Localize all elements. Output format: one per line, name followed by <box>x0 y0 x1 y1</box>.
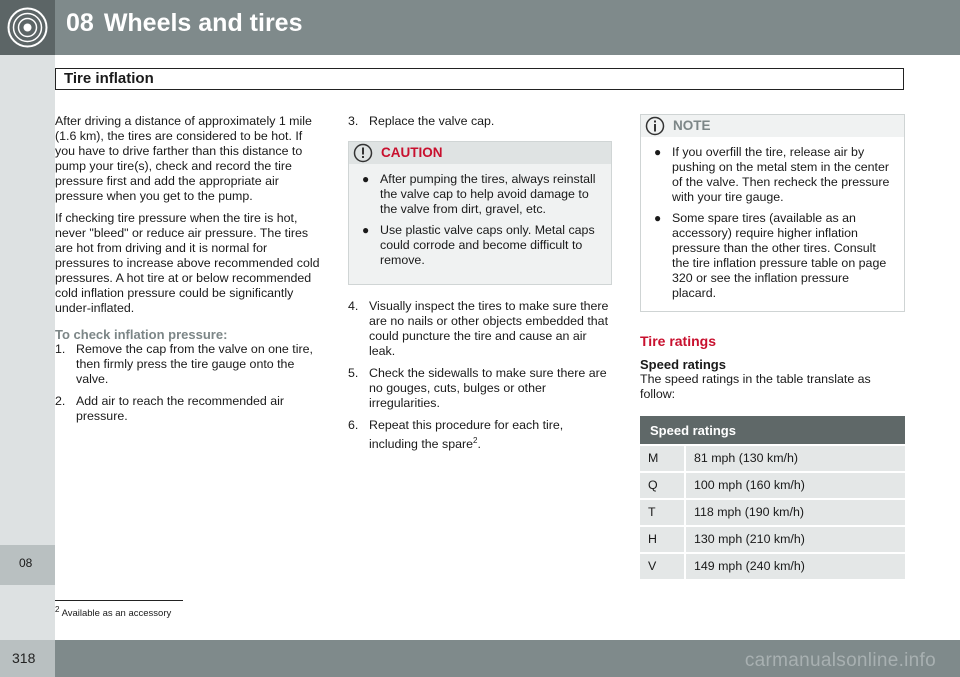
list-item <box>348 299 612 359</box>
steps-list <box>348 114 612 129</box>
speed-code: T <box>640 500 686 525</box>
table-row <box>640 446 905 471</box>
footnote-number: 2 <box>55 605 60 614</box>
footnote-divider <box>55 600 183 601</box>
speed-value: 118 mph (190 km/h) <box>686 500 905 525</box>
chapter-tab <box>0 545 55 585</box>
speed-code: H <box>640 527 686 552</box>
paragraph: If checking tire pressure when the tire is hot, never "bleed" or reduce air pressure. The tires are hot from driving and it is normal for pressures to increase above recommended cold pressures. A hot tire at or below recommended cold inflation pressure could be significantly under-inflated. <box>55 211 320 315</box>
speed-value: 81 mph (130 km/h) <box>686 446 905 471</box>
speed-ratings-heading: Speed ratings <box>640 357 726 372</box>
bullet-text: After pumping the tires, always reinstall the valve cap to help avoid damage to the valve from dirt, gravel, etc. <box>380 172 596 216</box>
list-item <box>348 366 612 411</box>
chapter-name: Wheels and tires <box>103 9 303 37</box>
steps-list <box>55 342 320 424</box>
note-list <box>641 137 904 311</box>
section-title: Tire inflation <box>64 70 154 87</box>
step-number: 4. <box>348 299 359 313</box>
step-text: Repeat this procedure for each tire, including the spare <box>369 418 564 452</box>
page-number-box <box>0 640 55 677</box>
steps-list <box>348 299 612 452</box>
caution-header <box>349 142 611 164</box>
list-item: ● If you overfill the tire, release air by pushing on the metal stem in the center of the valve. Then recheck the pressure with your tire gauge. <box>654 145 890 204</box>
table-row <box>640 500 905 525</box>
step-text-end: . <box>477 437 481 452</box>
chapter-number: 08 <box>66 9 94 37</box>
step-number: 1. <box>55 342 66 356</box>
table-row <box>640 473 905 498</box>
table-row <box>640 527 905 552</box>
step-number: 3. <box>348 114 359 128</box>
table-header: Speed ratings <box>640 416 905 444</box>
note-header <box>641 115 904 137</box>
tire-ratings-heading: Tire ratings <box>640 333 716 349</box>
page-number: 318 <box>12 650 36 666</box>
bullet-text: Some spare tires (available as an accessory) require higher inflation pressure than the other tires. Consult the tire inflation pressure table on page 320 or see the inflation pressure placard. <box>672 211 887 300</box>
column-2 <box>348 114 612 459</box>
speed-ratings-table <box>640 414 905 581</box>
list-item <box>348 114 612 129</box>
speed-code: V <box>640 554 686 579</box>
warning-icon <box>353 143 373 167</box>
caution-title: CAUTION <box>381 145 443 160</box>
speed-intro: The speed ratings in the table translate as follow: <box>640 372 871 401</box>
note-title: NOTE <box>673 118 711 133</box>
list-item <box>348 418 612 452</box>
column-3 <box>640 114 905 581</box>
caution-box <box>348 141 612 285</box>
chapter-title <box>66 9 302 38</box>
section-title-box <box>55 68 904 90</box>
step-number: 6. <box>348 418 359 432</box>
speed-code: Q <box>640 473 686 498</box>
step-text: Replace the valve cap. <box>369 114 495 128</box>
footnote-text: Available as an accessory <box>59 608 172 620</box>
step-number: 2. <box>55 394 66 408</box>
speed-value: 100 mph (160 km/h) <box>686 473 905 498</box>
bullet-text: If you overfill the tire, release air by pushing on the metal stem in the center of the valve. Then recheck the pressure with your tire gauge. <box>672 145 890 204</box>
step-number: 5. <box>348 366 359 380</box>
bullet-text: Use plastic valve caps only. Metal caps could corrode and become difficult to remove. <box>380 223 595 267</box>
step-text: Remove the cap from the valve on one tire, then firmly press the tire gauge onto the valve. <box>76 342 313 386</box>
chapter-tab-label: 08 <box>19 556 33 570</box>
list-item: ● Some spare tires (available as an accessory) require higher inflation pressure than the other tires. Consult the tire inflation pressure table on page 320 or see the inflation pressure placard. <box>654 211 887 300</box>
paragraph: After driving a distance of approximately 1 mile (1.6 km), the tires are considered to be hot. If you have to drive farther than this distance to pump your tire(s), check and record the tire pressure first and add the appropriate air pressure when you get to the pump. <box>55 114 312 203</box>
list-item <box>55 394 320 424</box>
list-item: ● Use plastic valve caps only. Metal caps could corrode and become difficult to remove. <box>362 223 595 267</box>
footnote-ref: 2 <box>473 436 478 445</box>
speed-code: M <box>640 446 686 471</box>
caution-list <box>349 164 611 284</box>
speed-value: 130 mph (210 km/h) <box>686 527 905 552</box>
speed-value: 149 mph (240 km/h) <box>686 554 905 579</box>
step-text: Add air to reach the recommended air pressure. <box>76 394 284 423</box>
step-text: Visually inspect the tires to make sure there are no nails or other objects embedded that could puncture the tire and cause an air leak. <box>369 299 609 358</box>
table-row <box>640 554 905 579</box>
step-text: Check the sidewalls to make sure there are no gouges, cuts, bulges or other irregularities. <box>369 366 607 410</box>
wheel-icon <box>0 0 55 55</box>
footnote <box>55 605 171 619</box>
column-1 <box>55 114 320 431</box>
note-box <box>640 114 905 312</box>
subheading: To check inflation pressure: <box>55 327 228 342</box>
info-icon <box>645 116 665 140</box>
list-item <box>55 342 320 387</box>
list-item: ● After pumping the tires, always reinstall the valve cap to help avoid damage to the valve from dirt, gravel, etc. <box>362 172 596 216</box>
watermark: carmanualsonline.info <box>744 650 936 671</box>
